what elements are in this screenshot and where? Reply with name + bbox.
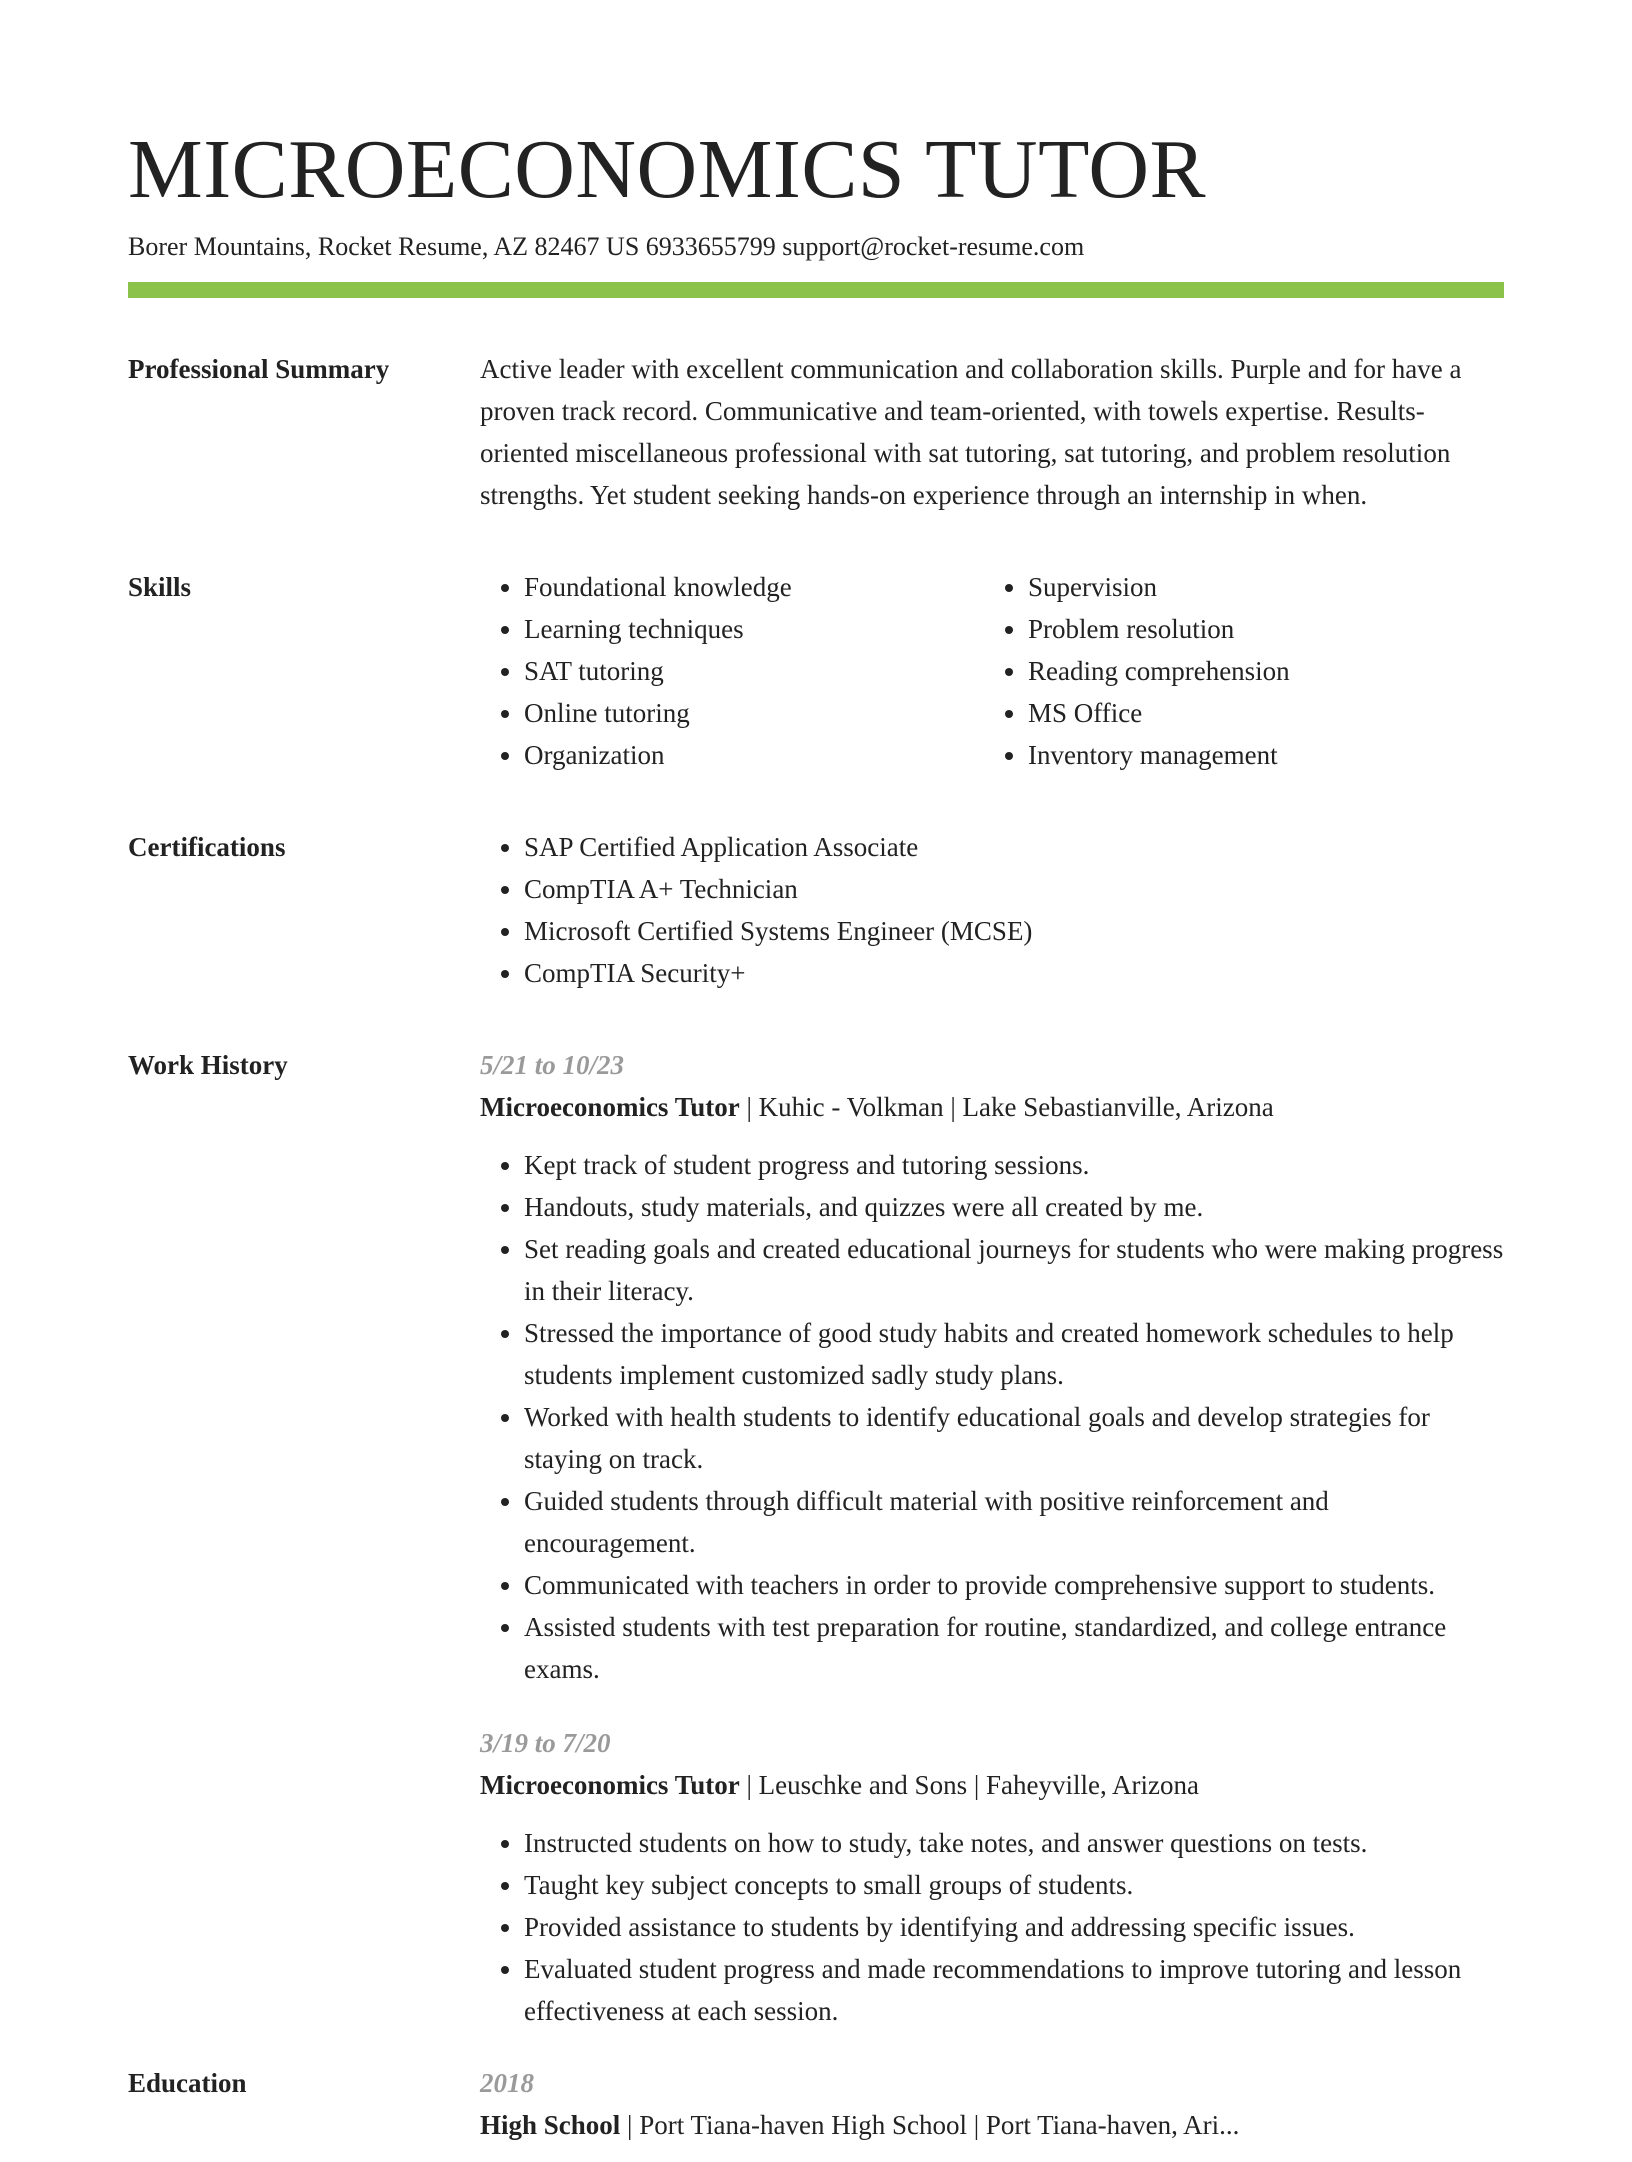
work-history-body (480, 1044, 1504, 2032)
separator: | (746, 1770, 759, 1800)
summary-label: Professional Summary (128, 354, 390, 384)
certifications-body (480, 826, 1504, 994)
certifications-list (480, 826, 1504, 994)
education-year: 2018 (480, 2068, 534, 2098)
certifications-section (128, 826, 1504, 994)
job-company: Leuschke and Sons (758, 1770, 968, 1800)
education-body (480, 2062, 1504, 2162)
job-bullet: • Provided assistance to students by identifying and addressing specific issues. (524, 1906, 1504, 1948)
certifications-label: Certifications (128, 832, 286, 862)
skill-item: • Organization (524, 734, 984, 776)
job-bullet: • Worked with health students to identify educational goals and develop strategies for staying on track. (524, 1396, 1504, 1480)
education-heading (480, 2104, 1504, 2146)
job-location: Faheyville, Arizona (986, 1770, 1199, 1800)
skills-label: Skills (128, 572, 192, 602)
certification-item: • Microsoft Certified Systems Engineer (MCSE) (524, 910, 1504, 952)
job-bullet: • Taught key subject concepts to small groups of students. (524, 1864, 1504, 1906)
job-bullet: • Kept track of student progress and tutoring sessions. (524, 1144, 1504, 1186)
skill-item: • Inventory management (1028, 734, 1290, 776)
skills-section (128, 566, 1504, 776)
job-title: Microeconomics Tutor (480, 1092, 740, 1122)
job-title: Microeconomics Tutor (480, 1770, 740, 1800)
separator: | (627, 2110, 640, 2140)
job-bullet: • Handouts, study materials, and quizzes were all created by me. (524, 1186, 1504, 1228)
skills-column-right (984, 566, 1290, 776)
certification-item: • SAP Certified Application Associate (524, 826, 1504, 868)
skill-item: • Learning techniques (524, 608, 984, 650)
job-bullet: • Stressed the importance of good study habits and created homework schedules to help students implement customized sadly study plans. (524, 1312, 1504, 1396)
skill-item: • MS Office (1028, 692, 1290, 734)
skill-item: • Foundational knowledge (524, 566, 984, 608)
job-bullet: • Set reading goals and created educational journeys for students who were making progress in their literacy. (524, 1228, 1504, 1312)
job-bullet: • Communicated with teachers in order to provide comprehensive support to students. (524, 1564, 1504, 1606)
skill-item: • Supervision (1028, 566, 1290, 608)
job-dates: 3/19 to 7/20 (480, 1728, 611, 1758)
job-bullets (480, 1144, 1504, 1690)
resume-name: MICROECONOMICS TUTOR (128, 123, 1207, 216)
skill-item: • Problem resolution (1028, 608, 1290, 650)
skill-item: • Online tutoring (524, 692, 984, 734)
education-location: Port Tiana-haven, Ari... (985, 2110, 1240, 2140)
education-degree: High School (480, 2110, 621, 2140)
job-bullet: • Evaluated student progress and made recommendations to improve tutoring and lesson effectiveness at each session. (524, 1948, 1504, 2032)
accent-divider (128, 282, 1504, 298)
summary-section (128, 348, 1504, 516)
job-company: Kuhic - Volkman (758, 1092, 944, 1122)
work-history-label: Work History (128, 1050, 288, 1080)
resume-page (128, 0, 1504, 2162)
contact-info: Borer Mountains, Rocket Resume, AZ 82467 US 6933655799 support@rocket-resume.com (128, 232, 1085, 261)
job-heading (480, 1086, 1504, 1128)
education-school: Port Tiana-haven High School (639, 2110, 967, 2140)
job-heading (480, 1764, 1504, 1806)
certification-item: • CompTIA Security+ (524, 952, 1504, 994)
summary-text: Active leader with excellent communication and collaboration skills. Purple and for have a proven track record. Communicative and team-oriented, with towels expertise. Results-oriented miscellaneous professional with sat tutoring, sat tutoring, and problem resolution strengths. Yet student seeking hands-on experience through an internship in when. (480, 354, 1462, 510)
skill-item: • SAT tutoring (524, 650, 984, 692)
summary-body (480, 348, 1504, 516)
job-bullet: • Instructed students on how to study, take notes, and answer questions on tests. (524, 1822, 1504, 1864)
separator: | (973, 2110, 986, 2140)
job-bullets (480, 1822, 1504, 2032)
job-entry (480, 1722, 1504, 2032)
job-location: Lake Sebastianville, Arizona (962, 1092, 1274, 1122)
skill-item: • Reading comprehension (1028, 650, 1290, 692)
job-bullet: • Guided students through difficult material with positive reinforcement and encouragement. (524, 1480, 1504, 1564)
skills-column-left (480, 566, 984, 776)
job-entry (480, 1044, 1504, 1690)
separator: | (950, 1092, 963, 1122)
separator: | (746, 1092, 759, 1122)
education-label: Education (128, 2068, 247, 2098)
education-section (128, 2062, 1504, 2162)
work-history-section (128, 1044, 1504, 2032)
certification-item: • CompTIA A+ Technician (524, 868, 1504, 910)
job-dates: 5/21 to 10/23 (480, 1050, 625, 1080)
job-bullet: • Assisted students with test preparation for routine, standardized, and college entrance exams. (524, 1606, 1504, 1690)
skills-grid (480, 566, 1504, 776)
separator: | (973, 1770, 986, 1800)
